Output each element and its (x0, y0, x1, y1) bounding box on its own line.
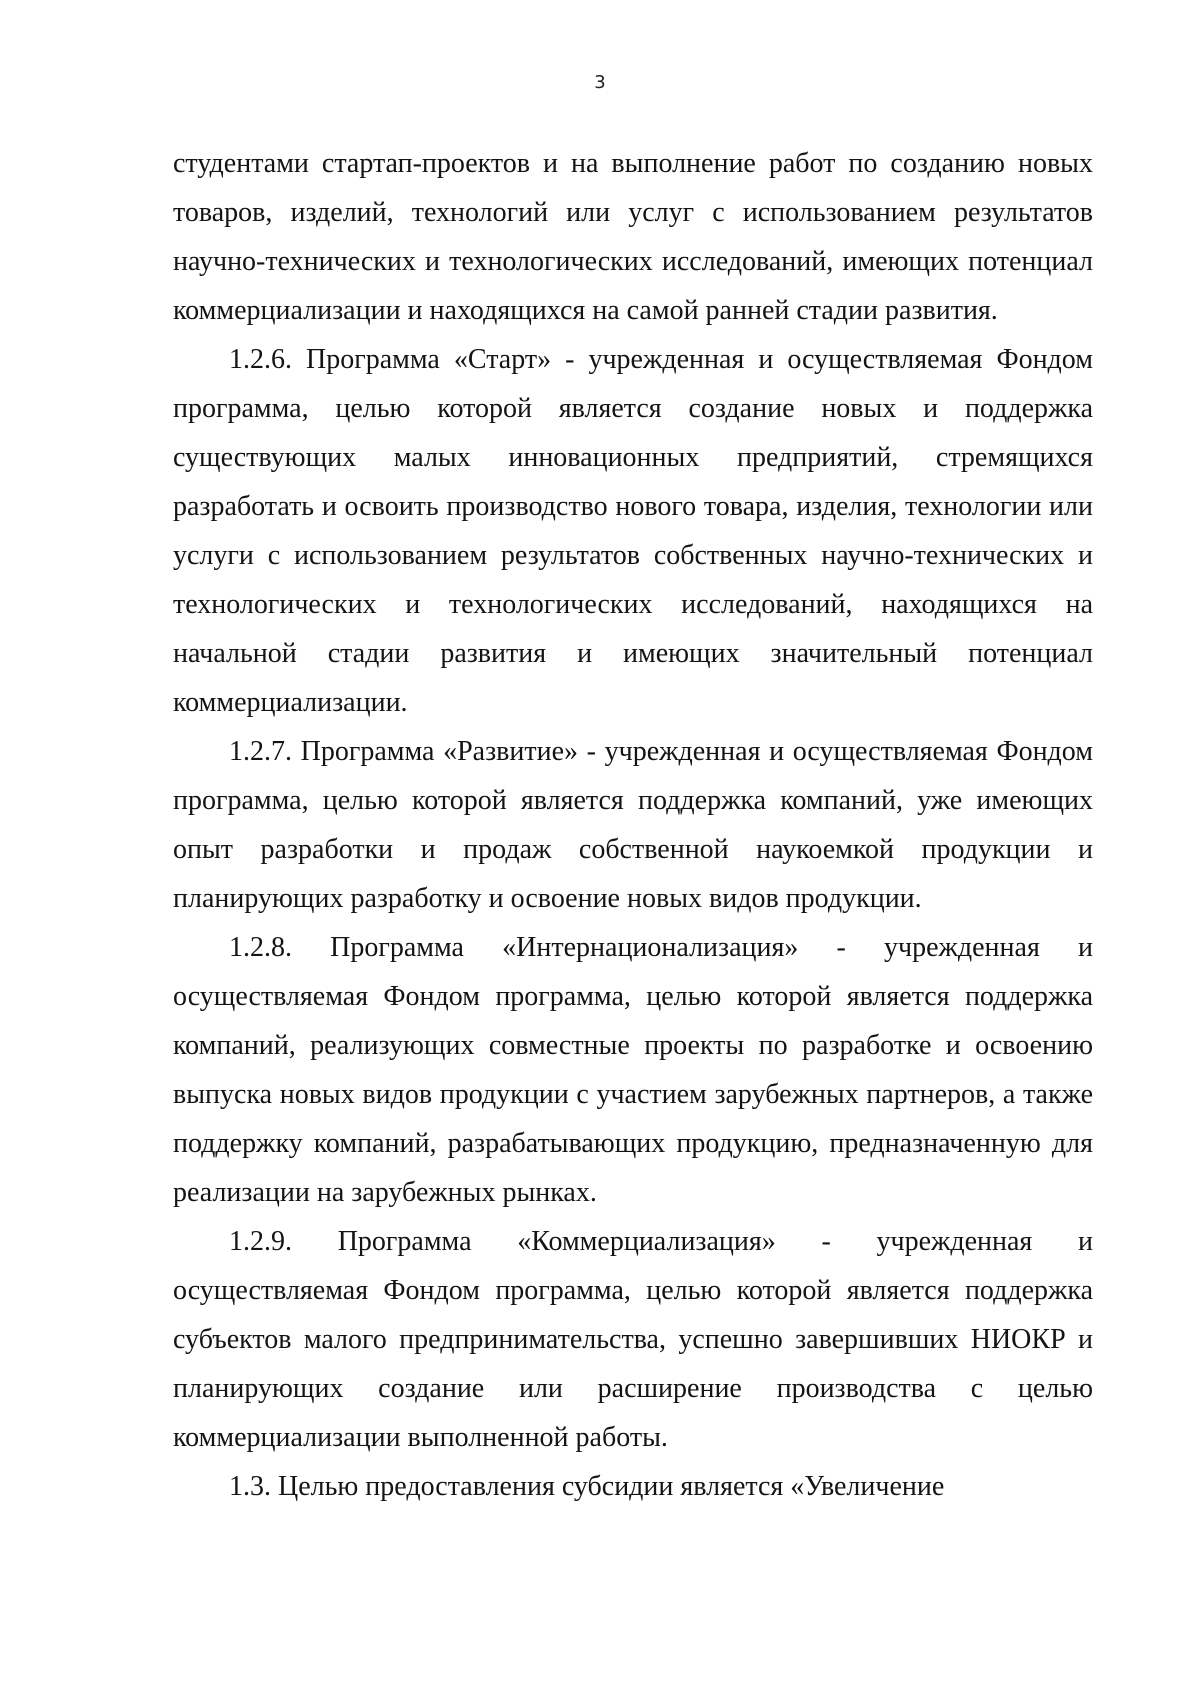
paragraph-continuation: студентами стартап-проектов и на выполнение работ по созданию новых товаров, изделий, технологий или услуг с использованием результатов научно-технических и технологических исследований, имеющих потенциал коммерциализации и находящихся на самой ранней стадии развития. (173, 148, 1093, 326)
page-number: 3 (594, 72, 606, 93)
paragraph-1-2-9: 1.2.9. Программа «Коммерциализация» - учрежденная и осуществляемая Фондом программа, целью которой является поддержка субъектов малого предпринимательства, успешно завершивших НИОКР и планирующих создание или расширение производства с целью коммерциализации выполненной работы. (173, 1226, 1093, 1453)
paragraph-1-2-8: 1.2.8. Программа «Интернационализация» - учрежденная и осуществляемая Фондом программа, целью которой является поддержка компаний, реализующих совместные проекты по разработке и освоению выпуска новых видов продукции с участием зарубежных партнеров, а также поддержку компаний, разрабатывающих продукцию, предназначенную для реализации на зарубежных рынках. (173, 932, 1093, 1208)
paragraph-1-2-7: 1.2.7. Программа «Развитие» - учрежденная и осуществляемая Фондом программа, целью которой является поддержка компаний, уже имеющих опыт разработки и продаж собственной наукоемкой продукции и планирующих разработку и освоение новых видов продукции. (173, 736, 1093, 914)
paragraph-1-2-6: 1.2.6. Программа «Старт» - учрежденная и осуществляемая Фондом программа, целью которой является создание новых и поддержка существующих малых инновационных предприятий, стремящихся разработать и освоить производство нового товара, изделия, технологии или услуги с использованием результатов собственных научно-технических и технологических и технологических исследований, находящихся на начальной стадии развития и имеющих значительный потенциал коммерциализации. (173, 344, 1093, 718)
document-body (173, 139, 1093, 1511)
paragraph-1-3: 1.3. Целью предоставления субсидии является «Увеличение (229, 1471, 945, 1502)
